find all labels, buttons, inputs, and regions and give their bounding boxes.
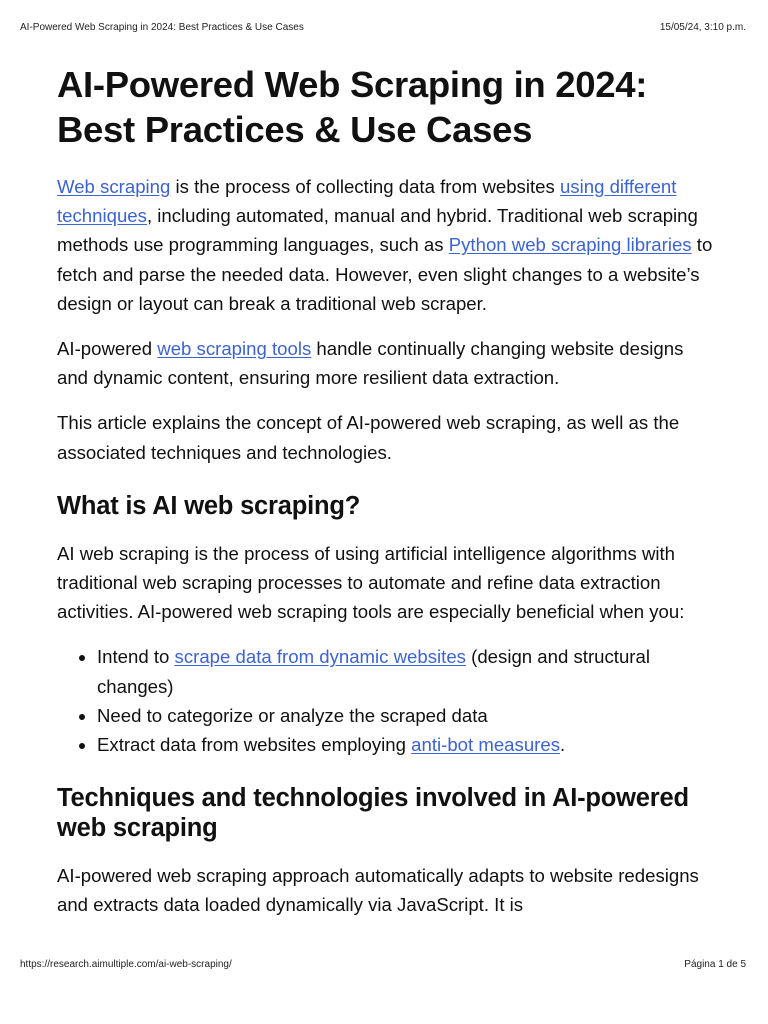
print-header [20,22,746,33]
intro-text-3: to fetch and parse the needed data. However, even slight changes to a website’s design or layout can break a traditional web scraper. [57,234,713,314]
paragraph-techniques: AI-powered web scraping approach automatically adapts to website redesigns and extracts data loaded dynamically via JavaScript. It is [57,865,699,916]
python-libraries-link[interactable]: Python web scraping libraries [448,234,692,256]
using-techniques-link[interactable]: using different techniques [57,176,677,227]
intro-text-1: is the process of collecting data from websites [170,176,560,197]
scrape-dynamic-websites-link[interactable]: scrape data from dynamic websites [174,646,466,668]
intro-paragraph [57,172,717,318]
paragraph-definition: AI web scraping is the process of using artificial intelligence algorithms with traditional web scraping processes to automate and refine data extraction activities. AI-powered web scraping tools are especially beneficial when you: [57,542,685,623]
print-header-datetime: 15/05/24, 3:10 p.m. [659,22,746,33]
paragraph-tools [57,334,717,392]
print-footer [20,959,746,970]
web-scraping-tools-link[interactable]: web scraping tools [157,338,312,360]
print-footer-url: https://research.aimultiple.com/ai-web-scraping/ [20,959,232,970]
bullet1-text-2: (design and structural changes) [97,646,650,697]
web-scraping-link[interactable]: Web scraping [57,176,171,197]
bullet3-text-2: . [560,734,566,756]
article-title-line2: Best Practices & Use Cases [57,109,533,150]
heading-techniques: Techniques and technologies involved in AI-powered web scraping [57,784,689,843]
article-title [57,62,717,152]
list-item [97,730,717,759]
bullet1-text-1: Intend to [97,646,175,668]
print-header-title: AI-Powered Web Scraping in 2024: Best Practices & Use Cases [20,22,304,33]
paragraph-article-explains: This article explains the concept of AI-powered web scraping, as well as the associated techniques and technologies. [57,412,680,463]
list-item: • Need to categorize or analyze the scraped data [97,701,717,730]
para2-text-2: handle continually changing website designs and dynamic content, ensuring more resilient data extraction. [57,338,684,389]
list-item [97,642,717,700]
anti-bot-measures-link[interactable]: anti-bot measures [411,734,560,756]
para2-text-1: AI-powered [57,338,158,360]
print-footer-page: Página 1 de 5 [684,959,746,970]
bullet3-text-1: Extract data from websites employing [97,734,412,756]
heading-what-is-ai-web-scraping: What is AI web scraping? [57,491,361,520]
article-title-line1: AI-Powered Web Scraping in 2024: [57,64,648,105]
benefits-list [57,642,717,759]
intro-text-2: , including automated, manual and hybrid. Traditional web scraping methods use programming languages, such as [57,205,698,256]
article-content [57,62,717,936]
